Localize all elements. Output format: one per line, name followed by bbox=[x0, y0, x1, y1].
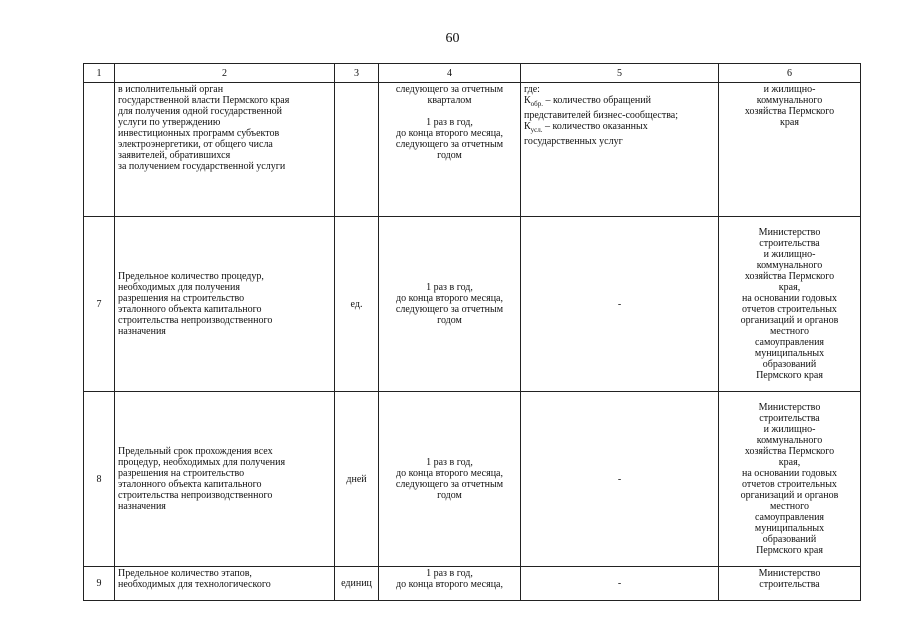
formula-cell: - bbox=[521, 217, 719, 392]
header-col-1: 1 bbox=[84, 64, 115, 83]
unit-cell: единиц bbox=[335, 567, 379, 601]
periodicity-cell bbox=[379, 83, 521, 217]
source-cell: Министерство строительства и жилищно- коммунального хозяйства Пермского края, на основании годовых отчетов строительных организаций и органов местного самоуправления муниципальных образований Пермского края bbox=[719, 217, 861, 392]
row-number: 9 bbox=[84, 567, 115, 601]
formula-cell bbox=[521, 83, 719, 217]
indicator-text: Предельный срок прохождения всех процедур, необходимых для получения разрешения на строительство эталонного объекта капитального строительства непроизводственного назначения bbox=[115, 392, 335, 567]
table-row bbox=[84, 217, 861, 392]
periodicity-quarterly: следующего за отчетным кварталом bbox=[395, 84, 504, 106]
header-col-5: 5 bbox=[521, 64, 719, 83]
periodicity-cell: 1 раз в год, до конца второго месяца, следующего за отчетным годом bbox=[379, 217, 521, 392]
formula-k-obr: $К_{обр.}$ – количество обращений представителей бизнес-сообщества; bbox=[524, 95, 679, 121]
periodicity-cell: 1 раз в год, до конца второго месяца, bbox=[379, 567, 521, 601]
header-col-2: 2 bbox=[115, 64, 335, 83]
table-header-row bbox=[84, 64, 861, 83]
table-row bbox=[84, 392, 861, 567]
page-number: 60 bbox=[445, 31, 460, 46]
unit-cell bbox=[335, 83, 379, 217]
header-col-4: 4 bbox=[379, 64, 521, 83]
indicator-text: в исполнительный орган государственной власти Пермского края для получения одной государственной услуги по утверждению инвестиционных программ субъектов электроэнергетики, от общего числа заявителей, обратившихся за получением государственной услуги bbox=[115, 83, 335, 217]
unit-cell: дней bbox=[335, 392, 379, 567]
header-col-3: 3 bbox=[335, 64, 379, 83]
source-cell: Министерство строительства и жилищно- коммунального хозяйства Пермского края, на основании годовых отчетов строительных организаций и органов местного самоуправления муниципальных образований Пермского края bbox=[719, 392, 861, 567]
periodicity-cell: 1 раз в год, до конца второго месяца, следующего за отчетным годом bbox=[379, 392, 521, 567]
header-col-6: 6 bbox=[719, 64, 861, 83]
row-number: 8 bbox=[84, 392, 115, 567]
indicators-table bbox=[83, 63, 861, 601]
unit-cell: ед. bbox=[335, 217, 379, 392]
source-cell: Министерство строительства bbox=[719, 567, 861, 601]
periodicity-yearly: 1 раз в год, до конца второго месяца, следующего за отчетным годом bbox=[395, 117, 504, 161]
source-cell: и жилищно- коммунального хозяйства Пермского края bbox=[719, 83, 861, 217]
row-number bbox=[84, 83, 115, 217]
table-row-continued bbox=[84, 83, 861, 217]
indicator-text: Предельное количество процедур, необходимых для получения разрешения на строительство эталонного объекта капитального строительства непроизводственного назначения bbox=[115, 217, 335, 392]
formula-where: где: bbox=[524, 84, 540, 95]
formula-k-usl: $К_{усл.}$ – количество оказанных государственных услуг bbox=[524, 121, 648, 147]
row-number: 7 bbox=[84, 217, 115, 392]
formula-cell: - bbox=[521, 392, 719, 567]
table-row bbox=[84, 567, 861, 601]
indicator-text: Предельное количество этапов, необходимых для технологического bbox=[115, 567, 335, 601]
formula-cell: - bbox=[521, 567, 719, 601]
